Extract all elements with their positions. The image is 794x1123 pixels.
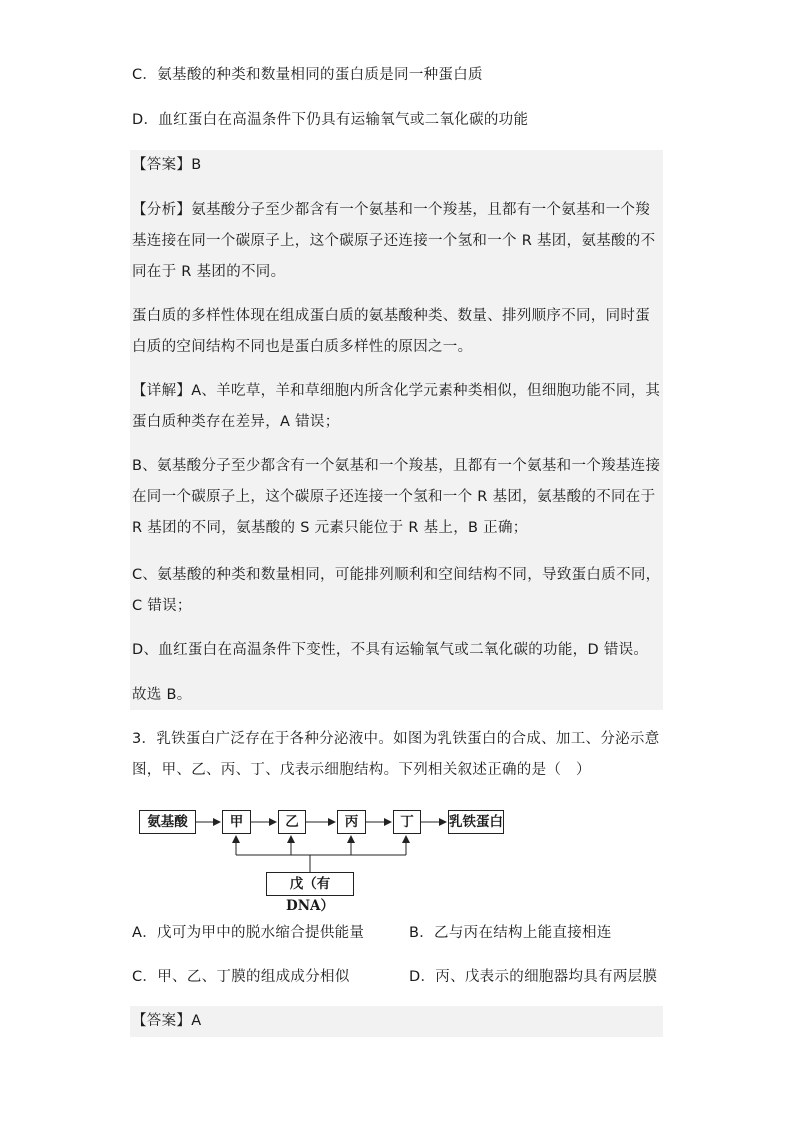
detail-b: B、氨基酸分子至少都含有一个氨基和一个羧基，且都有一个氨基和一个羧基连接在同一个碳原子上，这个碳原子还连接一个氢和一个 R 基团，氨基酸的不同在于 R 基团的不同，氨基酸的 S 元素只能位于 R 基上，B 正确；	[132, 458, 661, 536]
q3-option-c: C．甲、乙、丁膜的组成成分相似	[132, 969, 350, 985]
box-structure-ding: 丁	[393, 810, 421, 834]
box-lactoferrin: 乳铁蛋白	[448, 810, 504, 834]
analysis-paragraph-1: 【分析】氨基酸分子至少都含有一个氨基和一个羧基，且都有一个氨基和一个羧基连接在同一个碳原子上，这个碳原子还连接一个氢和一个 R 基团，氨基酸的不同在于 R 基团的不同。	[132, 202, 656, 280]
q3-option-b: B．乙与丙在结构上能直接相连	[409, 925, 612, 941]
q3-option-d: D．丙、戊表示的细胞器均具有两层膜	[409, 969, 658, 985]
q3-answer-label: 【答案】A	[132, 1013, 202, 1029]
box-amino-acid: 氨基酸	[139, 810, 196, 834]
detail-final: 故选 B。	[132, 687, 192, 703]
answer-label: 【答案】B	[132, 157, 202, 173]
box-structure-jia: 甲	[222, 810, 251, 834]
option-c-text: C．氨基酸的种类和数量相同的蛋白质是同一种蛋白质	[132, 67, 483, 83]
q3-option-a: A．戊可为甲中的脱水缩合提供能量	[132, 925, 365, 941]
detail-c: C、氨基酸的种类和数量相同，可能排列顺利和空间结构不同，导致蛋白质不同，C 错误；	[132, 567, 661, 614]
box-structure-yi: 乙	[278, 810, 306, 834]
box-structure-wu: 戊（有 DNA）	[266, 872, 354, 896]
question-3-stem: 3．乳铁蛋白广泛存在于各种分泌液中。如图为乳铁蛋白的合成、加工、分泌示意图，甲、乙、丙、丁、戊表示细胞结构。下列相关叙述正确的是（ ）	[132, 731, 660, 778]
box-structure-bing: 丙	[337, 810, 366, 834]
option-d-text: D．血红蛋白在高温条件下仍具有运输氧气或二氧化碳的功能	[132, 112, 529, 128]
detail-d: D、血红蛋白在高温条件下变性，不具有运输氧气或二氧化碳的功能，D 错误。	[132, 642, 649, 658]
analysis-paragraph-2: 蛋白质的多样性体现在组成蛋白质的氨基酸种类、数量、排列顺序不同，同时蛋白质的空间结构不同也是蛋白质多样性的原因之一。	[132, 308, 650, 355]
detail-a: 【详解】A、羊吃草，羊和草细胞内所含化学元素种类相似，但细胞功能不同，其蛋白质种类存在差异，A 错误；	[132, 383, 661, 430]
